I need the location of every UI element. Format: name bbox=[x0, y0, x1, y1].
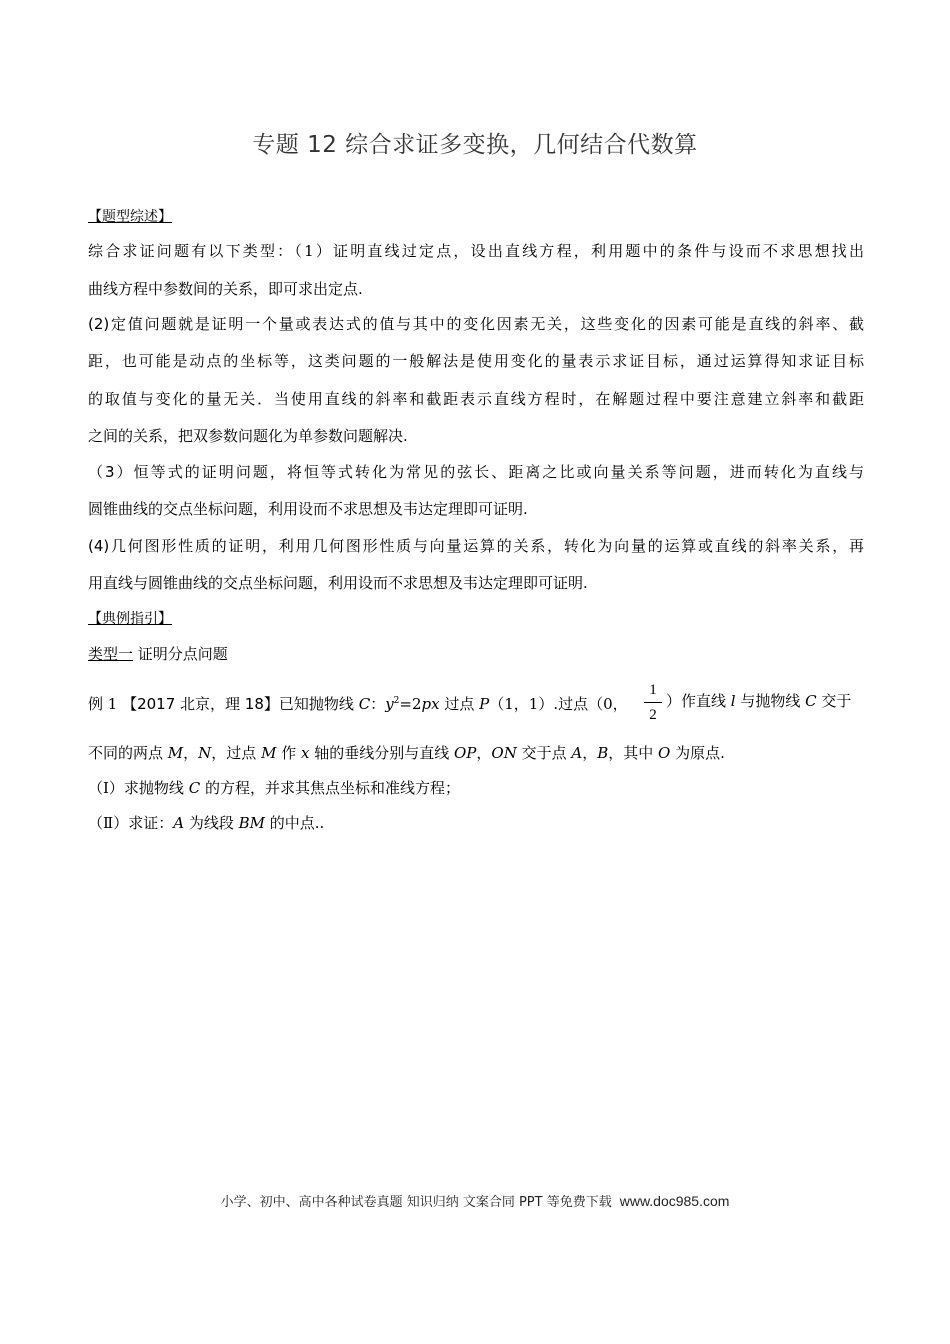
page-title: 专题 12 综合求证多变换，几何结合代数算 bbox=[252, 132, 698, 158]
frac-denominator: 2 bbox=[649, 707, 657, 723]
math-l: l bbox=[730, 692, 736, 710]
example1-t2: ： bbox=[370, 695, 386, 713]
math-px: px bbox=[421, 695, 440, 713]
math-N: N bbox=[198, 744, 212, 762]
example1-t1: 已知抛物线 bbox=[278, 695, 359, 713]
q1-a: （Ⅰ）求抛物线 bbox=[88, 779, 189, 797]
examples-heading: 【典例指引】 bbox=[88, 611, 172, 627]
fraction-one-half bbox=[642, 680, 664, 725]
math-OP: OP bbox=[453, 744, 477, 762]
example1-prefix: 例 1 bbox=[88, 695, 123, 713]
math-y: y bbox=[385, 695, 394, 713]
example1-source: 【2017 北京，理 18】 bbox=[122, 695, 279, 713]
l2-e: 轴的垂线分别与直线 bbox=[309, 744, 454, 762]
math-sup: 2 bbox=[393, 696, 400, 706]
math-M2: M bbox=[261, 744, 277, 762]
p2-line3: 的取值与变化的量无关．当使用直线的斜率和截距表示直线方程时，在解题过程中要注意建立斜率和截距 bbox=[88, 390, 864, 408]
l2-f: ， bbox=[476, 744, 492, 762]
overview-heading: 【题型综述】 bbox=[88, 209, 172, 225]
q2-b: 为线段 bbox=[184, 814, 239, 832]
example1-t3: =2 bbox=[399, 695, 422, 713]
l2-d: 作 bbox=[276, 744, 301, 762]
math-q1-C: C bbox=[188, 779, 201, 797]
math-q2-BM: BM bbox=[238, 814, 265, 832]
math-C: C bbox=[358, 695, 371, 713]
example1-t6: ）作直线 bbox=[666, 692, 731, 710]
example1-line2 bbox=[88, 743, 725, 763]
math-P: P bbox=[479, 695, 490, 713]
l2-i: ，其中 bbox=[608, 744, 659, 762]
p1-line1: 综合求证问题有以下类型：（1）证明直线过定点，设出直线方程，利用题中的条件与设而不求思想找出 bbox=[88, 242, 864, 260]
p4-line2: 用直线与圆锥曲线的交点坐标问题，利用设而不求思想及韦达定理即可证明. bbox=[88, 574, 588, 592]
math-ON: ON bbox=[491, 744, 517, 762]
type1-label[interactable]: 类型一 bbox=[88, 645, 134, 663]
l2-a: 不同的两点 bbox=[88, 744, 168, 762]
example1-t4: 过点 bbox=[439, 695, 480, 713]
example1-line1-tail bbox=[666, 691, 851, 711]
math-A: A bbox=[571, 744, 583, 762]
l2-g: 交于点 bbox=[516, 744, 572, 762]
q1-b: 的方程，并求其焦点坐标和准线方程； bbox=[200, 779, 460, 797]
p2-line1: (2)定值问题就是证明一个量或表达式的值与其中的变化因素无关，这些变化的因素可能是直线的斜率、截 bbox=[88, 315, 864, 333]
example1-question2 bbox=[88, 813, 324, 833]
p2-line4: 之间的关系，把双参数问题化为单参数问题解决. bbox=[88, 427, 408, 445]
example1-t7: 与抛物线 bbox=[735, 692, 806, 710]
math-C2: C bbox=[805, 692, 817, 710]
math-x: x bbox=[300, 744, 310, 762]
math-B: B bbox=[597, 744, 609, 762]
page-footer bbox=[0, 1191, 950, 1210]
p2-line2: 距，也可能是动点的坐标等，这类问题的一般解法是使用变化的量表示求证目标，通过运算得知求证目标 bbox=[88, 352, 864, 370]
l2-b: ， bbox=[183, 744, 199, 762]
example1-line1 bbox=[88, 691, 628, 714]
p3-line1: （3）恒等式的证明问题，将恒等式转化为常见的弦长、距离之比或向量关系等问题，进而转化为直线与 bbox=[88, 463, 864, 481]
frac-bar bbox=[644, 702, 662, 703]
l2-j: 为原点. bbox=[670, 744, 725, 762]
example1-question1 bbox=[88, 778, 460, 798]
q2-a: （Ⅱ）求证： bbox=[88, 814, 174, 832]
frac-numerator: 1 bbox=[649, 682, 657, 698]
l2-c: ，过点 bbox=[211, 744, 262, 762]
math-O: O bbox=[658, 744, 671, 762]
example1-t8: 交于 bbox=[816, 692, 852, 710]
p1-line2: 曲线方程中参数间的关系，即可求出定点. bbox=[88, 280, 363, 298]
type1-line bbox=[88, 644, 228, 664]
math-M: M bbox=[167, 744, 184, 762]
type1-text: 证明分点问题 bbox=[137, 645, 228, 663]
example1-t5: （1，1）.过点（0， bbox=[489, 695, 628, 713]
l2-h: ， bbox=[582, 744, 598, 762]
p4-line1: (4)几何图形性质的证明，利用几何图形性质与向量运算的关系，转化为向量的运算或直线的斜率关系，再 bbox=[88, 537, 864, 555]
p3-line2: 圆锥曲线的交点坐标问题，利用设而不求思想及韦达定理即可证明. bbox=[88, 500, 528, 518]
footer-text: 小学、初中、高中各种试卷真题 知识归纳 文案合同 PPT 等免费下载 bbox=[220, 1195, 612, 1210]
math-q2-A: A bbox=[173, 814, 185, 832]
footer-url[interactable]: www.doc985.com bbox=[619, 1193, 730, 1209]
q2-c: 的中点.. bbox=[264, 814, 325, 832]
